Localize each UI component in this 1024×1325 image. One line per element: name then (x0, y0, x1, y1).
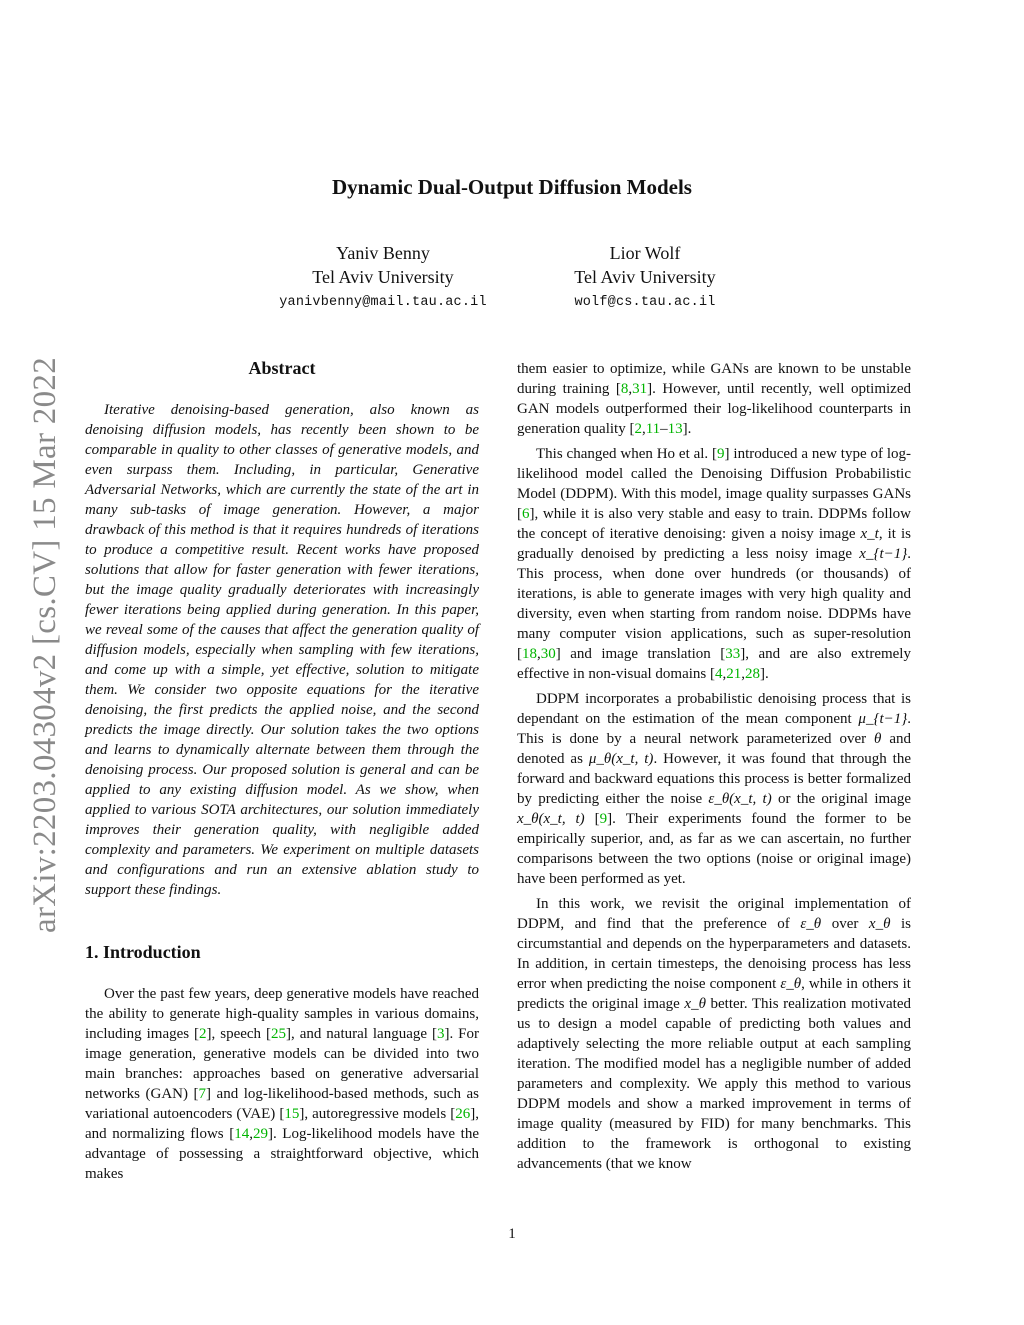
citation-link[interactable]: 28 (745, 666, 761, 682)
citation-link[interactable]: 29 (252, 1126, 268, 1142)
arxiv-identifier[interactable]: arXiv:2203.04304v2 [cs.CV] 15 Mar 2022 (27, 357, 63, 933)
math-expression: x_{t−1} (859, 546, 908, 562)
intro-paragraph-1: Over the past few years, deep generative models have reached the ability to generate high-quality samples in various domains, including images [2], speech [25], and natural language [3]. For image generation, generative models can be divided into two main branches: approaches based on generative adversarial networks (GAN) [7] and log-likelihood-based methods, such as variational autoencoders (VAE) [15], autoregressive models [26], and normalizing flows [14,29]. Log-likelihood models have the advantage of possessing a straightforward objective, which makes (85, 986, 480, 1182)
intro-paragraph-5: In this work, we revisit the original implementation of DDPM, and find that the preference of ε_θ over x_θ is circumstantial and depends on the hyperparameters and datasets. In addition, in certain timesteps, the denoising process has less error when predicting the noise component ε_θ, while in others it predicts the original image x_θ better. This realization motivated us to design a model capable of predicting both values and adaptively selecting the more reliable output at each sampling iteration. The modified model has a negligible number of added parameters and complexity. We apply this method to various DDPM models and show a marked improvement in terms of image quality (measured by FID) for many benchmarks. This addition to the framework is orthogonal to existing advancements (that we know (517, 896, 911, 1172)
author-email[interactable]: yanivbenny@mail.tau.ac.il (279, 295, 487, 310)
section-heading-introduction: 1. Introduction (85, 942, 201, 962)
math-expression: x_θ (868, 916, 891, 932)
citation-link[interactable]: 7 (198, 1086, 207, 1102)
citation-link[interactable]: 9 (717, 446, 725, 462)
math-expression: μ_θ(x_t, t) (588, 751, 654, 767)
page-number: 1 (508, 1226, 516, 1242)
citation-link[interactable]: 6 (522, 506, 530, 522)
math-expression: x_θ(x_t, t) (517, 811, 585, 827)
author-block (253, 241, 513, 315)
math-expression: x_t (860, 526, 879, 542)
citation-link[interactable]: 14 (234, 1126, 250, 1142)
intro-paragraph-4: DDPM incorporates a probabilistic denoising process that is dependant on the estimation of the mean component μ_{t−1}. This is done by a neural network parameterized over θ and denoted as μ_θ(x_t, t). However, it was found that through the forward and backward equations this process is better formalized by predicting either the noise ε_θ(x_t, t) or the original image x_θ(x_t, t) [9]. Their experiments found the former to be empirically superior, and, as far as we can ascertain, no further comparisons between the two options (noise or original image) have been performed as yet. (517, 691, 912, 887)
citation-link[interactable]: 15 (284, 1106, 300, 1122)
abstract-heading: Abstract (248, 358, 316, 378)
math-expression: ε_θ(x_t, t) (708, 791, 772, 807)
citation-link[interactable]: 4 (715, 666, 723, 682)
citation-link[interactable]: 25 (271, 1026, 286, 1042)
right-column (517, 359, 911, 1179)
citation-link[interactable]: 30 (540, 646, 556, 662)
citation-link[interactable]: 21 (726, 666, 742, 682)
intro-paragraph-2: them easier to optimize, while GANs are known to be unstable during training [8,31]. However, until recently, well optimized GAN models outperformed their log-likelihood counterparts in generation quality [2,11–13]. (517, 361, 911, 437)
abstract-text: Iterative denoising-based generation, also known as denoising diffusion models, has recently been shown to be comparable in quality to other classes of generative models, and even surpass them. Including, in particular, Generative Adversarial Networks, which are currently the state of the art in many sub-tasks of image generation. However, a major drawback of this method is that it requires hundreds of iterations to produce a competitive result. Recent works have proposed solutions that allow for faster generation with fewer iterations, but the image quality gradually deteriorates with increasingly fewer iterations being applied during generation. In this paper, we reveal some of the causes that affect the generation quality of diffusion models, especially when sampling with few iterations, and come up with a simple, yet effective, solution to mitigate them. We consider two opposite equations for the iterative denoising, the first predicts the applied noise, and the second predicts the image directly. Our solution takes the two options and learns to dynamically alternate between them through the denoising process. Our proposed solution is general and can be applied to any existing diffusion model. As we show, when applied to various SOTA architectures, our solution immediately improves their generation quality, with negligible added complexity and parameters. We experiment on multiple datasets and configurations and run an extensive ablation study to support these findings. (85, 402, 479, 898)
citation-link[interactable]: 18 (522, 646, 537, 662)
author-email[interactable]: wolf@cs.tau.ac.il (574, 295, 716, 310)
math-expression: x_θ (684, 996, 706, 1012)
citation-link[interactable]: 33 (725, 646, 741, 662)
math-expression: ε_θ (800, 916, 822, 932)
author-name: Lior Wolf (609, 243, 681, 263)
math-expression: μ_{t−1} (858, 711, 908, 727)
left-column (85, 356, 479, 1189)
author-block (515, 241, 775, 315)
math-expression: θ (874, 731, 882, 747)
author-affiliation: Tel Aviv University (574, 267, 716, 287)
citation-link[interactable]: 13 (667, 421, 683, 437)
citation-link[interactable]: 2 (199, 1026, 207, 1042)
citation-link[interactable]: 3 (436, 1026, 445, 1042)
paper-title: Dynamic Dual-Output Diffusion Models (332, 175, 692, 199)
citation-link[interactable]: 8 (620, 381, 629, 397)
citation-link[interactable]: 26 (455, 1106, 471, 1122)
citation-link[interactable]: 2 (634, 421, 642, 437)
citation-link[interactable]: 11 (645, 421, 661, 437)
math-expression: ε_θ (780, 976, 802, 992)
citation-link[interactable]: 9 (599, 811, 608, 827)
intro-paragraph-3: This changed when Ho et al. [9] introduced a new type of log-likelihood model called the Denoising Diffusion Probabilistic Model (DDPM). With this model, image quality surpasses GANs [6], while it is also very stable and easy to train. DDPMs follow the concept of iterative denoising: given a noisy image x_t, it is gradually denoised by predicting a less noisy image x_{t−1}. This process, when done over hundreds (or thousands) of iterations, is able to generate images with very high quality and diversity, even when starting from random noise. DDPMs have many computer vision applications, such as super-resolution [18,30] and image translation [33], and are also extremely effective in non-visual domains [4,21,28]. (517, 446, 911, 682)
author-affiliation: Tel Aviv University (312, 267, 454, 287)
author-name: Yaniv Benny (336, 243, 430, 263)
citation-link[interactable]: 31 (632, 381, 648, 397)
